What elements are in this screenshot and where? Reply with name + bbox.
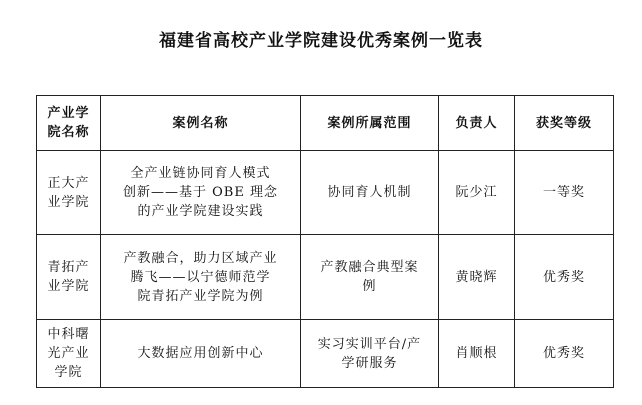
- cell-college: 正大产 业学院: [37, 151, 101, 235]
- cell-case-name: 产教融合，助力区域产业 腾飞——以宁德师范学 院青拓产业学院为例: [101, 235, 301, 320]
- cell-category: 产教融合典型案 例: [301, 235, 439, 320]
- case-table: [36, 95, 614, 388]
- header-award: 获奖等级: [515, 96, 614, 151]
- cell-college: 中科曙 光产业 学院: [37, 320, 101, 388]
- cell-owner: 肖顺根: [439, 320, 515, 388]
- cell-category: 实习实训平台/产 学研服务: [301, 320, 439, 388]
- cell-award: 优秀奖: [515, 235, 614, 320]
- header-category: 案例所属范围: [301, 96, 439, 151]
- header-case-name: 案例名称: [101, 96, 301, 151]
- cell-award: 一等奖: [515, 151, 614, 235]
- table-row: [37, 151, 614, 235]
- header-college: 产业学 院名称: [37, 96, 101, 151]
- cell-award: 优秀奖: [515, 320, 614, 388]
- cell-college: 青拓产 业学院: [37, 235, 101, 320]
- table-row: [37, 235, 614, 320]
- cell-owner: 阮少江: [439, 151, 515, 235]
- table-header-row: [37, 96, 614, 151]
- document-title: 福建省高校产业学院建设优秀案例一览表: [159, 31, 483, 51]
- cell-case-name: 大数据应用创新中心: [101, 320, 301, 388]
- cell-owner: 黄晓辉: [439, 235, 515, 320]
- cell-case-name: 全产业链协同育人模式 创新——基于 OBE 理念 的产业学院建设实践: [101, 151, 301, 235]
- table-row: [37, 320, 614, 388]
- cell-category: 协同育人机制: [301, 151, 439, 235]
- header-owner: 负责人: [439, 96, 515, 151]
